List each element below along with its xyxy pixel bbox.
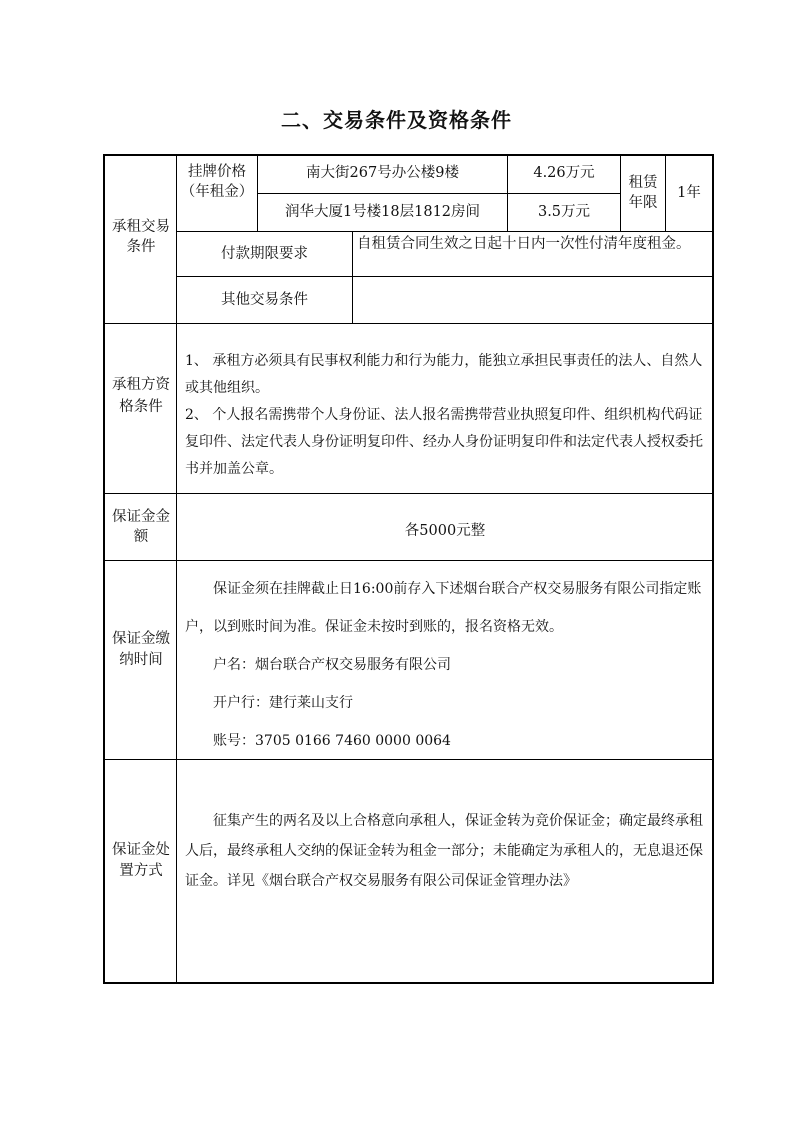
lease-term-value: 1年 — [677, 185, 701, 201]
table-line — [176, 276, 713, 277]
section-label-deposit-amount: 保证金金额 — [112, 509, 170, 545]
listing-price-label: 挂牌价格（年租金） — [180, 164, 254, 200]
bank-name: 开户行：建行莱山支行 — [213, 695, 353, 711]
table-line — [176, 231, 713, 232]
section-label-qualification: 承租方资格条件 — [112, 377, 170, 415]
deposit-amount-value: 各5000元整 — [404, 523, 486, 539]
other-terms-label: 其他交易条件 — [221, 292, 308, 308]
deposit-payment-paragraph: 保证金须在挂牌截止日16:00前存入下述烟台联合产权交易服务有限公司指定账户，以到账时间为准。保证金未按时到账的，报名资格无效。 — [185, 581, 702, 635]
property-name: 润华大厦1号楼18层1812房间 — [284, 204, 481, 220]
table-line — [104, 493, 713, 494]
table-line — [352, 231, 353, 323]
payment-value: 自租赁合同生效之日起十日内一次性付清年度租金。 — [357, 236, 691, 252]
table-line — [620, 155, 621, 231]
payment-label: 付款期限要求 — [221, 246, 308, 262]
section-label-deposit-disposal: 保证金处置方式 — [112, 842, 170, 879]
qualification-item: 2、 个人报名需携带个人身份证、法人报名需携带营业执照复印件、组织机构代码证复印件、法定代表人身份证明复印件、经办人身份证明复印件和法定代表人授权委托书并加盖公章。 — [185, 407, 703, 477]
account-number: 账号：3705 0166 7460 0000 0064 — [213, 733, 451, 749]
deposit-disposal-paragraph: 征集产生的两名及以上合格意向承租人，保证金转为竞价保证金；确定最终承租人后，最终承租人交纳的保证金转为租金一部分；未能确定为承租人的，无息退还保证金。详见《烟台联合产权交易服务有限公司保证金管理办法》 — [185, 813, 703, 889]
property-price: 4.26万元 — [533, 165, 595, 181]
table-line — [257, 193, 620, 194]
property-name: 南大街267号办公楼9楼 — [306, 165, 459, 181]
lease-term-label: 租赁年限 — [628, 175, 658, 211]
table-line — [176, 155, 177, 983]
qualification-item: 1、 承租方必须具有民事权利能力和行为能力，能独立承担民事责任的法人、自然人或其他组织。 — [185, 353, 703, 396]
account-name: 户名：烟台联合产权交易服务有限公司 — [213, 657, 451, 673]
property-price: 3.5万元 — [537, 204, 591, 220]
page-title: 二、交易条件及资格条件 — [281, 108, 512, 132]
table-line — [104, 560, 713, 561]
table-line — [104, 323, 713, 324]
section-label-deposit-payment: 保证金缴纳时间 — [112, 631, 170, 668]
section-label-trade-terms: 承租交易条件 — [112, 219, 170, 255]
